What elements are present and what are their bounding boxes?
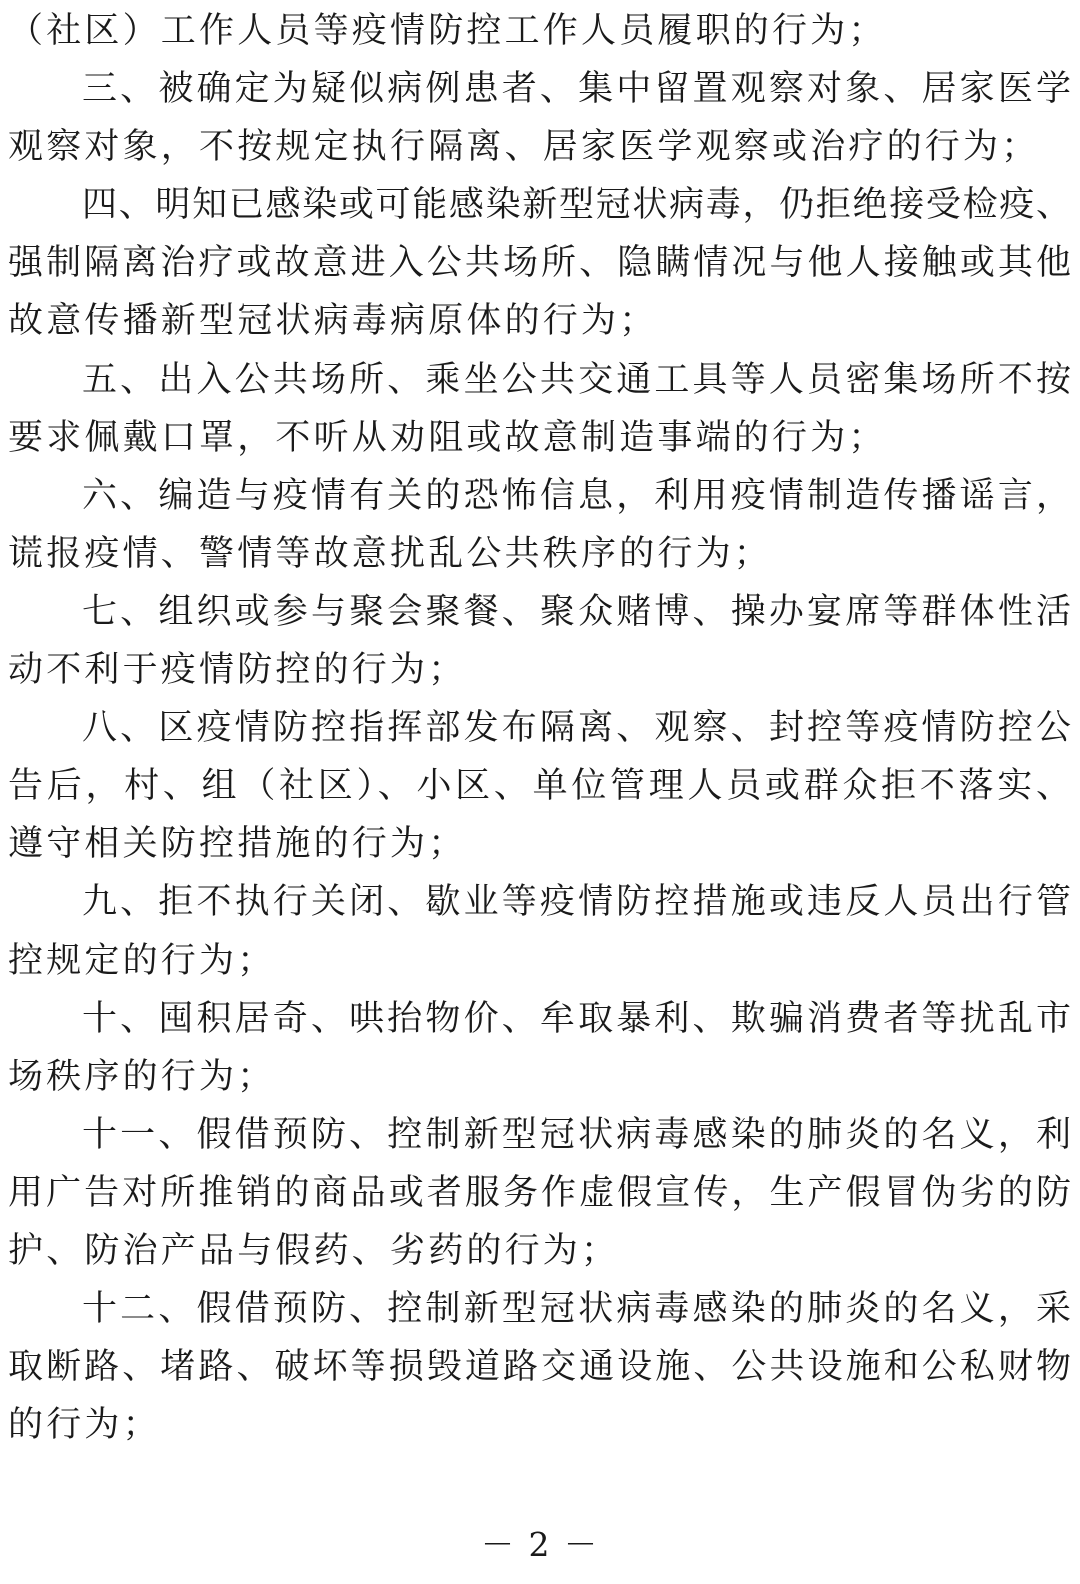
paragraph-item-11-line-3: 护、防治产品与假药、劣药的行为； bbox=[8, 1230, 620, 1271]
paragraph-item-12-line-3: 的行为； bbox=[8, 1405, 161, 1446]
paragraph-item-4-line-1: 四、明知已感染或可能感染新型冠状病毒，仍拒绝接受检疫、 bbox=[82, 185, 1072, 226]
paragraph-item-12-line-2: 取断路、堵路、破坏等损毁道路交通设施、公共设施和公私财物 bbox=[8, 1347, 1072, 1388]
paragraph-item-11-line-2: 用广告对所推销的商品或者服务作虚假宣传，生产假冒伪劣的防 bbox=[8, 1172, 1072, 1213]
paragraph-item-4-line-3: 故意传播新型冠状病毒病原体的行为； bbox=[8, 301, 658, 342]
paragraph-item-5-line-2: 要求佩戴口罩，不听从劝阻或故意制造事端的行为； bbox=[8, 417, 887, 458]
paragraph-item-3-line-2: 观察对象，不按规定执行隔离、居家医学观察或治疗的行为； bbox=[8, 127, 1040, 168]
paragraph-item-8-line-3: 遵守相关防控措施的行为； bbox=[8, 824, 467, 865]
paragraph-item-9-line-1: 九、拒不执行关闭、歇业等疫情防控措施或违反人员出行管 bbox=[82, 882, 1072, 923]
paragraph-item-12-line-1: 十二、假借预防、控制新型冠状病毒感染的肺炎的名义，采 bbox=[82, 1289, 1072, 1330]
paragraph-item-6-line-1: 六、编造与疫情有关的恐怖信息，利用疫情制造传播谣言， bbox=[82, 475, 1072, 516]
paragraph-item-11-line-1: 十一、假借预防、控制新型冠状病毒感染的肺炎的名义，利 bbox=[82, 1114, 1072, 1155]
paragraph-continuation-line-1: （社区）工作人员等疫情防控工作人员履职的行为； bbox=[8, 11, 887, 51]
paragraph-item-10-line-2: 场秩序的行为； bbox=[8, 1056, 276, 1097]
paragraph-item-6-line-2: 谎报疫情、警情等故意扰乱公共秩序的行为； bbox=[8, 533, 773, 574]
paragraph-item-7-line-1: 七、组织或参与聚会聚餐、聚众赌博、操办宴席等群体性活 bbox=[82, 591, 1072, 632]
paragraph-item-4-line-2: 强制隔离治疗或故意进入公共场所、隐瞒情况与他人接触或其他 bbox=[8, 243, 1072, 284]
paragraph-item-5-line-1: 五、出入公共场所、乘坐公共交通工具等人员密集场所不按 bbox=[82, 359, 1072, 400]
paragraph-item-7-line-2: 动不利于疫情防控的行为； bbox=[8, 650, 467, 691]
paragraph-item-9-line-2: 控规定的行为； bbox=[8, 940, 276, 981]
document-body bbox=[8, 2, 1072, 1454]
page-number: － 2 － bbox=[481, 1525, 599, 1564]
paragraph-item-8-line-2: 告后，村、组（社区）、小区、单位管理人员或群众拒不落实、 bbox=[8, 766, 1072, 807]
paragraph-item-10-line-1: 十、囤积居奇、哄抬物价、牟取暴利、欺骗消费者等扰乱市 bbox=[82, 998, 1072, 1039]
paragraph-item-3-line-1: 三、被确定为疑似病例患者、集中留置观察对象、居家医学 bbox=[82, 69, 1072, 110]
paragraph-item-8-line-1: 八、区疫情防控指挥部发布隔离、观察、封控等疫情防控公 bbox=[82, 708, 1072, 749]
